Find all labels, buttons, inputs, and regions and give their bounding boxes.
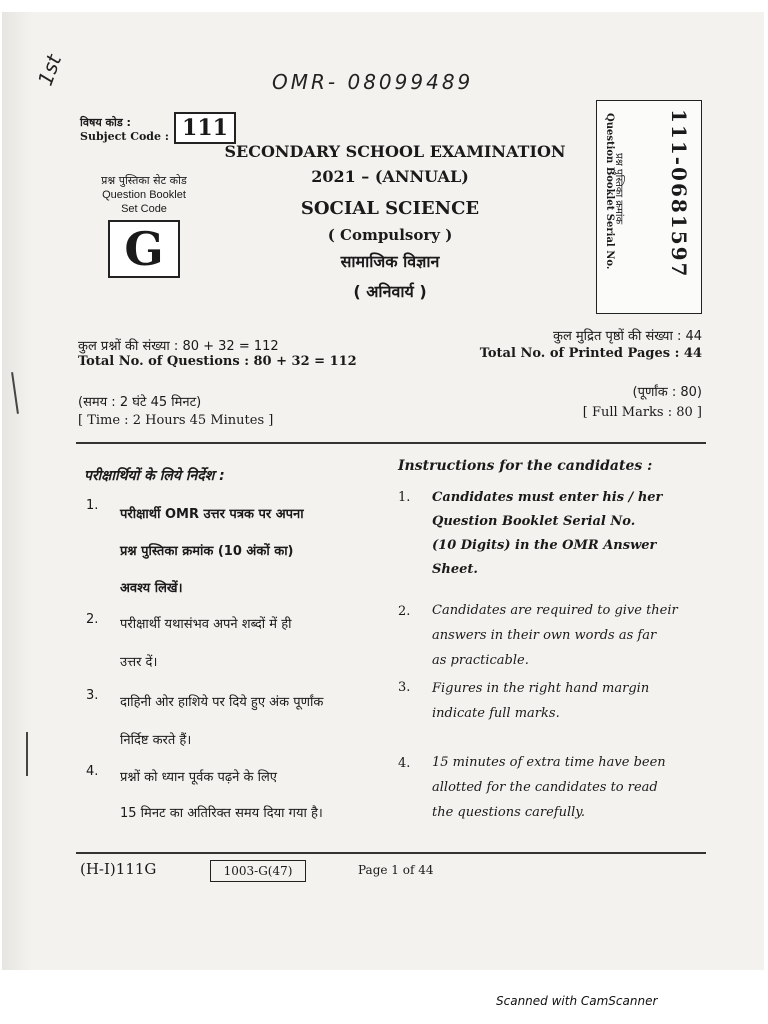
divider-bottom [76,852,706,854]
total-questions-en: Total No. of Questions : 80 + 32 = 112 [78,354,357,369]
footer-code: (H-I)111G [80,860,157,878]
instruction-en-4-num: 4. [398,756,411,771]
serial-number-label-en: Question Booklet Serial No. [604,113,615,270]
margin-mark [26,732,28,776]
instruction-en-3 [432,676,704,726]
set-code-label-hi: प्रश्न पुस्तिका सेट कोड [101,174,187,187]
instruction-en-1-line-2: Question Booklet Serial No. [432,514,636,529]
instruction-en-1 [432,486,704,582]
instruction-en-3-num: 3. [398,680,411,695]
instruction-en-1-num: 1. [398,490,411,505]
instruction-hi-1-line-1: परीक्षार्थी OMR उत्तर पत्रक पर अपना [120,507,304,522]
instruction-en-1-line-3: (10 Digits) in the OMR Answer [432,538,657,553]
instruction-en-2 [432,598,704,673]
subject-code-label-hi: विषय कोड : [80,116,131,129]
instruction-en-2-num: 2. [398,604,411,619]
instructions-en-title: Instructions for the candidates : [398,458,653,474]
instruction-hi-1 [120,496,388,607]
handwritten-corner-mark: 1st [32,51,67,89]
serial-number-label-hi: प्रश्न पुस्तिका क्रमांक [613,153,624,225]
instruction-en-1-line-4: Sheet. [432,562,478,577]
set-code-label [84,174,204,216]
instruction-hi-3-num: 3. [86,688,99,703]
instruction-en-2-line-1: Candidates are required to give their [432,603,678,618]
subject-code-label [80,116,169,144]
time-en: [ Time : 2 Hours 45 Minutes ] [78,413,274,428]
instruction-hi-3-line-1: दाहिनी ओर हाशिये पर दिये हुए अंक पूर्णांक [120,695,324,710]
serial-number-value: 111-0681597 [667,109,691,279]
instruction-en-2-line-3: as practicable. [432,653,529,668]
instruction-hi-1-line-3: अवश्य लिखें। [120,581,183,596]
set-code-label-en-1: Question Booklet [102,189,186,201]
instruction-en-3-line-1: Figures in the right hand margin [432,681,650,696]
instruction-hi-3 [120,684,388,760]
subject-title-hi: सामाजिक विज्ञान [340,252,440,271]
full-marks-hi: (पूर्णांक : 80) [632,385,702,400]
instruction-hi-1-num: 1. [86,498,99,513]
subject-compulsory-hi: ( अनिवार्य ) [353,282,427,301]
instruction-hi-1-line-2: प्रश्न पुस्तिका क्रमांक (10 अंकों का) [120,544,294,559]
instruction-hi-4-line-1: प्रश्नों को ध्यान पूर्वक पढ़ने के लिए [120,770,277,785]
subject-compulsory: ( Compulsory ) [327,226,453,244]
subject-code-box: 111 [174,112,236,144]
set-code-label-en-2: Set Code [121,203,167,215]
subject-code-label-en: Subject Code : [80,130,169,143]
instruction-hi-4-num: 4. [86,764,99,779]
instruction-hi-2-line-1: परीक्षार्थी यथासंभव अपने शब्दों में ही [120,617,292,632]
instruction-hi-2-num: 2. [86,612,99,627]
instructions-hi-title: परीक्षार्थियों के लिये निर्देश : [84,468,225,484]
instruction-en-2-line-2: answers in their own words as far [432,628,657,643]
instruction-en-3-line-2: indicate full marks. [432,706,560,721]
instruction-hi-4 [120,760,388,832]
divider-top [76,442,706,444]
instruction-hi-2-line-2: उत्तर दें। [120,655,158,670]
total-pages-en: Total No. of Printed Pages : 44 [479,346,702,361]
full-marks-en: [ Full Marks : 80 ] [582,405,702,420]
page-edge-shadow [2,12,32,970]
instruction-en-4 [432,750,704,825]
total-questions-hi: कुल प्रश्नों की संख्या : 80 + 32 = 112 [78,339,279,354]
instruction-hi-3-line-2: निर्दिष्ट करते हैं। [120,733,192,748]
serial-number-box [596,100,702,314]
instruction-en-4-line-1: 15 minutes of extra time have been [432,755,666,770]
instruction-en-1-line-1: Candidates must enter his / her [432,490,663,505]
total-pages-hi: कुल मुद्रित पृष्ठों की संख्या : 44 [552,329,702,344]
footer-box-code: 1003-G(47) [210,860,306,882]
instruction-en-4-line-2: allotted for the candidates to read [432,780,658,795]
time-hi: (समय : 2 घंटे 45 मिनट) [78,395,202,410]
exam-title: SECONDARY SCHOOL EXAMINATION [224,142,566,161]
handwritten-omr-note: OMR- 08099489 [272,70,474,94]
instruction-hi-4-line-2: 15 मिनट का अतिरिक्त समय दिया गया है। [120,806,323,821]
scanner-watermark: Scanned with CamScanner [496,994,658,1008]
footer-page-number: Page 1 of 44 [358,863,434,877]
set-code-box: G [108,220,180,278]
instruction-hi-2 [120,606,388,682]
instruction-en-4-line-3: the questions carefully. [432,805,586,820]
exam-year: 2021 – (ANNUAL) [311,167,469,186]
subject-title: SOCIAL SCIENCE [300,198,480,219]
